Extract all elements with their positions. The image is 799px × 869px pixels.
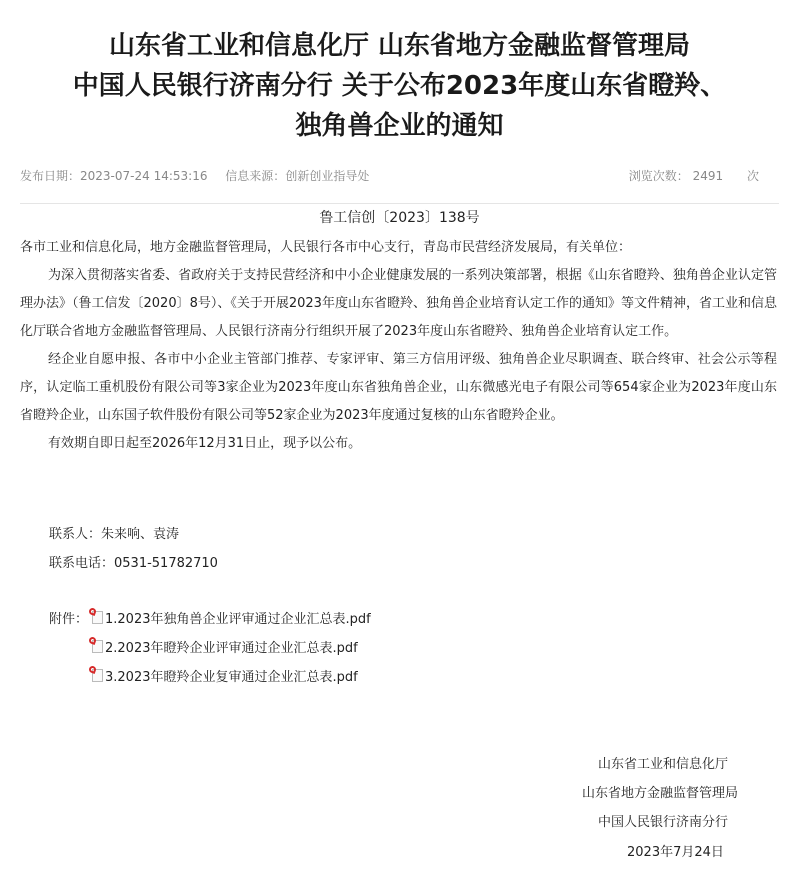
signature-date: 2023年7月24日 xyxy=(627,845,724,860)
pdf-file-icon xyxy=(92,640,103,653)
views-value: 2491 xyxy=(692,169,724,183)
article-body xyxy=(20,234,777,458)
paragraph: 有效期自即日起至2026年12月31日止，现予以公布。 xyxy=(48,436,362,451)
title-line: 独角兽企业的通知 xyxy=(295,111,504,141)
attachment-name: 3.2023年瞪羚企业复审通过企业汇总表.pdf xyxy=(105,670,358,685)
source-label: 信息来源： xyxy=(225,169,286,183)
pdf-file-icon xyxy=(92,669,103,682)
attachment-link[interactable] xyxy=(92,608,371,632)
attachment-name: 1.2023年独角兽企业评审通过企业汇总表.pdf xyxy=(105,612,371,627)
source-value: 创新创业指导处 xyxy=(285,169,370,183)
article-title xyxy=(0,0,799,146)
views-unit: 次 xyxy=(746,169,759,183)
title-line: 中国人民银行济南分行 关于公布2023年度山东省瞪羚、 xyxy=(72,71,727,101)
view-count xyxy=(629,166,759,186)
title-line: 山东省工业和信息化厅 山东省地方金融监督管理局 xyxy=(108,31,691,61)
signature-org: 山东省地方金融监督管理局 xyxy=(582,786,739,801)
attachment-link[interactable] xyxy=(92,666,358,690)
contact-person: 联系人：朱来响、袁涛 xyxy=(49,527,180,542)
document-number: 鲁工信创〔2023〕138号 xyxy=(319,210,480,226)
attachments-label: 附件： xyxy=(49,612,89,627)
attachment-name: 2.2023年瞪羚企业评审通过企业汇总表.pdf xyxy=(105,641,358,656)
views-label: 浏览次数： xyxy=(628,169,689,183)
contact-phone: 联系电话：0531-51782710 xyxy=(49,556,218,571)
signature-org: 中国人民银行济南分行 xyxy=(598,815,729,830)
paragraph: 为深入贯彻落实省委、省政府关于支持民营经济和中小企业健康发展的一系列决策部署，根据《山东省瞪羚、独角兽企业认定管理办法》（鲁工信发〔2020〕8号）、《关于开展2023年度山东省瞪羚、独角兽企业培育认定工作的通知》等文件精神，省工业和信息化厅联合省地方金融监督管理局、人民银行济南分行组织开展了2023年度山东省瞪羚、独角兽企业培育认定工作。 xyxy=(20,268,777,339)
publish-label: 发布日期： xyxy=(20,169,81,183)
info-source xyxy=(225,169,369,183)
publish-date xyxy=(20,169,207,183)
signature-org: 山东省工业和信息化厅 xyxy=(598,757,729,772)
article-meta xyxy=(20,166,759,186)
paragraph: 经企业自愿申报、各市中小企业主管部门推荐、专家评审、第三方信用评级、独角兽企业尽职调查、联合终审、社会公示等程序，认定临工重机股份有限公司等3家企业为2023年度山东省独角兽企业，山东微感光电子有限公司等654家企业为2023年度山东省瞪羚企业，山东国子软件股份有限公司等52家企业为2023年度通过复核的山东省瞪羚企业。 xyxy=(20,352,777,423)
salutation: 各市工业和信息化局，地方金融监督管理局，人民银行各市中心支行，青岛市民营经济发展局，有关单位： xyxy=(20,240,632,255)
attachment-link[interactable] xyxy=(92,637,358,661)
meta-divider xyxy=(20,203,779,204)
pdf-file-icon xyxy=(92,611,103,624)
publish-date-value: 2023-07-24 14:53:16 xyxy=(80,169,208,183)
